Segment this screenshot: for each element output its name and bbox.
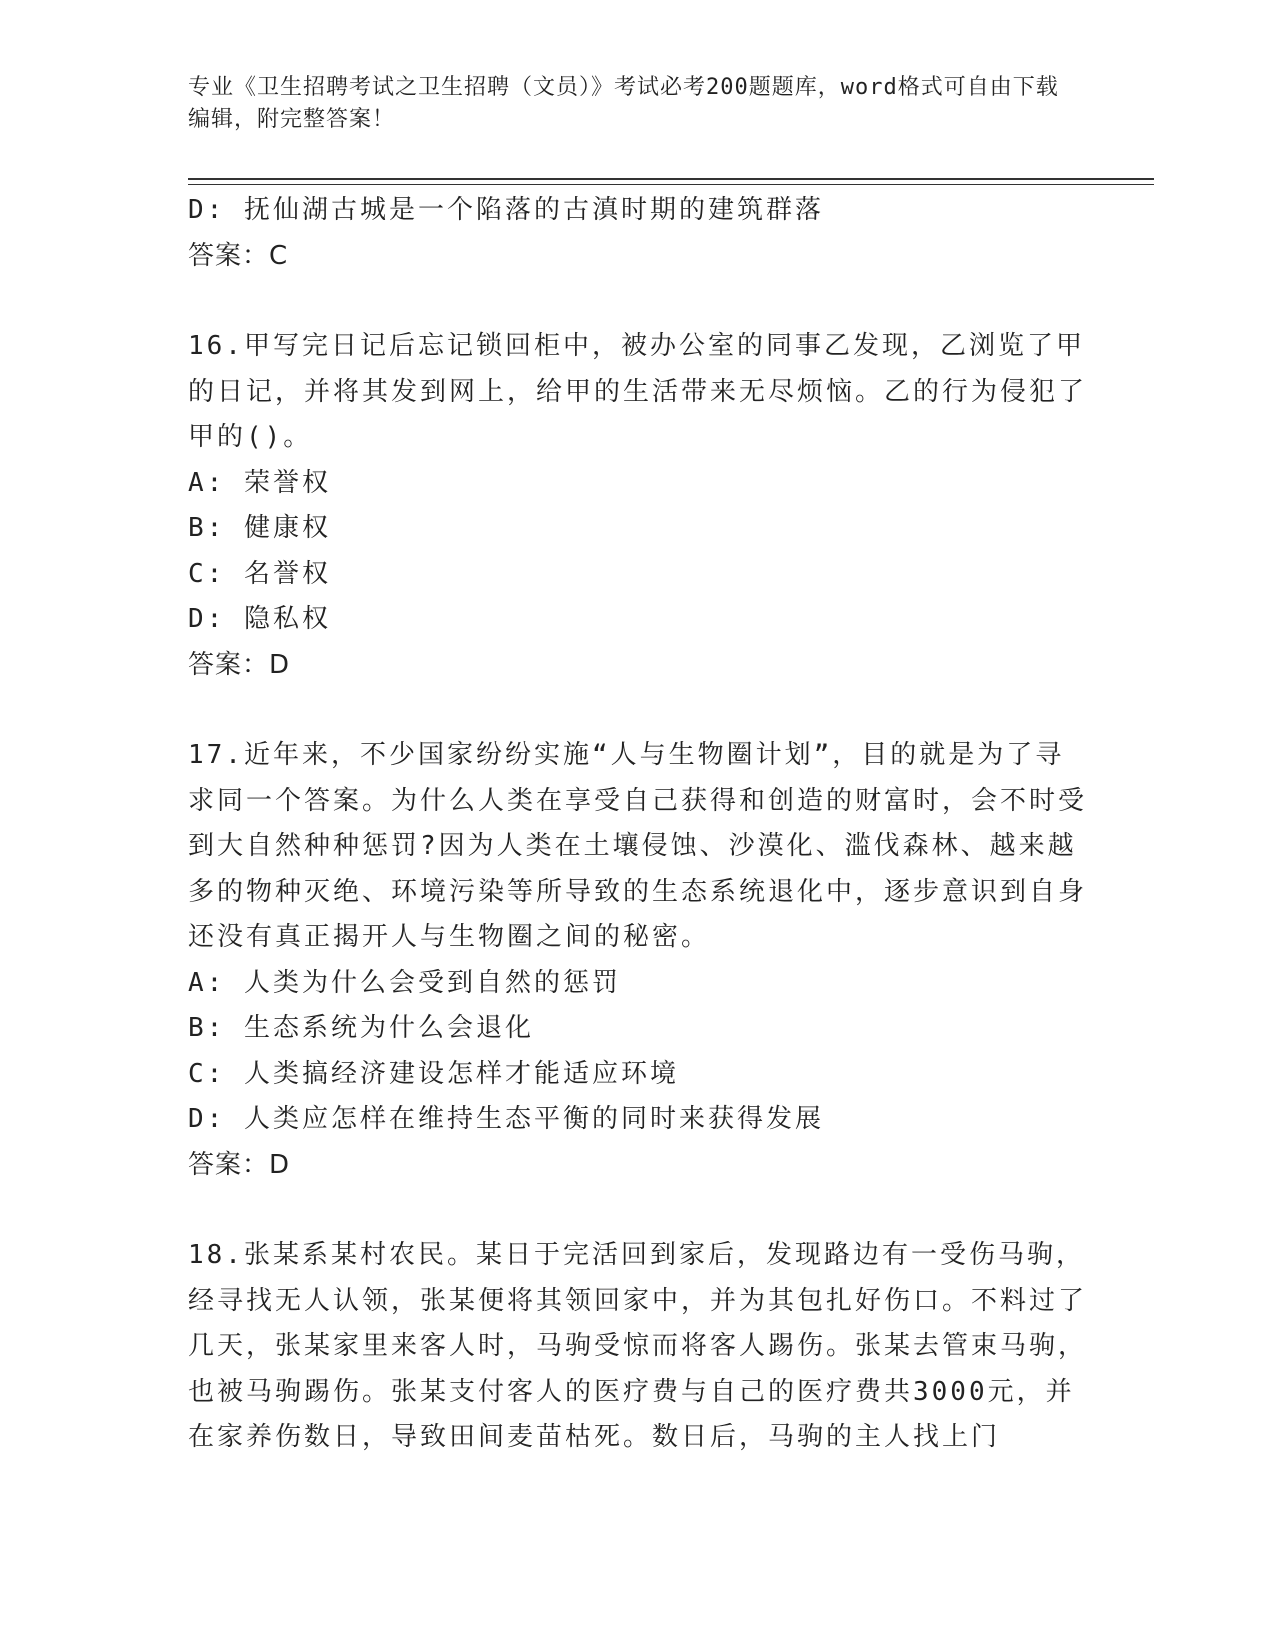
question-17-option-c: C: 人类搞经济建设怎样才能适应环境 <box>188 1058 679 1089</box>
question-17-stem: 17.近年来，不少国家纷纷实施“人与生物圈计划”，目的就是为了寻求同一个答案。为什么人类在享受自己获得和创造的财富时，会不时受到大自然种种惩罚?因为人类在土壤侵蚀、沙漠化、滥伐森林、越来越多的物种灭绝、环境污染等所导致的生态系统退化中，逐步意识到自身还没有真正揭开人与生物圈之间的秘密。 <box>188 740 1088 952</box>
question-18-stem: 18.张某系某村农民。某日于完活回到家后，发现路边有一受伤马驹，经寻找无人认领，张某便将其领回家中，并为其包扎好伤口。不料过了几天，张某家里来客人时，马驹受惊而将客人踢伤。张某去管束马驹，也被马驹踢伤。张某支付客人的医疗费与自己的医疗费共3000元，并在家养伤数日，导致田间麦苗枯死。数日后，马驹的主人找上门 <box>188 1240 1088 1452</box>
question-16-option-b: B: 健康权 <box>188 513 331 543</box>
question-16-option-a: A: 荣誉权 <box>188 467 331 498</box>
question-17-option-b: B: 生态系统为什么会退化 <box>188 1013 534 1043</box>
question-content <box>188 188 1088 1461</box>
question-16-option-c: C: 名誉权 <box>188 558 331 589</box>
header-divider-thin <box>188 184 1154 185</box>
question-16-stem: 16.甲写完日记后忘记锁回柜中，被办公室的同事乙发现，乙浏览了甲的日记，并将其发到网上，给甲的生活带来无尽烦恼。乙的行为侵犯了甲的()。 <box>188 331 1088 452</box>
question-16-answer: 答案：D <box>188 649 291 680</box>
question-17-option-a: A: 人类为什么会受到自然的惩罚 <box>188 967 621 998</box>
document-header: 专业《卫生招聘考试之卫生招聘（文员）》考试必考200题题库，word格式可自由下载编辑，附完整答案！ <box>188 75 1059 132</box>
header-divider <box>188 178 1154 180</box>
prev-option-d: D: 抚仙湖古城是一个陷落的古滇时期的建筑群落 <box>188 195 824 225</box>
question-16-option-d: D: 隐私权 <box>188 604 331 634</box>
question-17-answer: 答案：D <box>188 1149 291 1180</box>
question-17-option-d: D: 人类应怎样在维持生态平衡的同时来获得发展 <box>188 1104 824 1134</box>
prev-answer: 答案：C <box>188 240 289 271</box>
